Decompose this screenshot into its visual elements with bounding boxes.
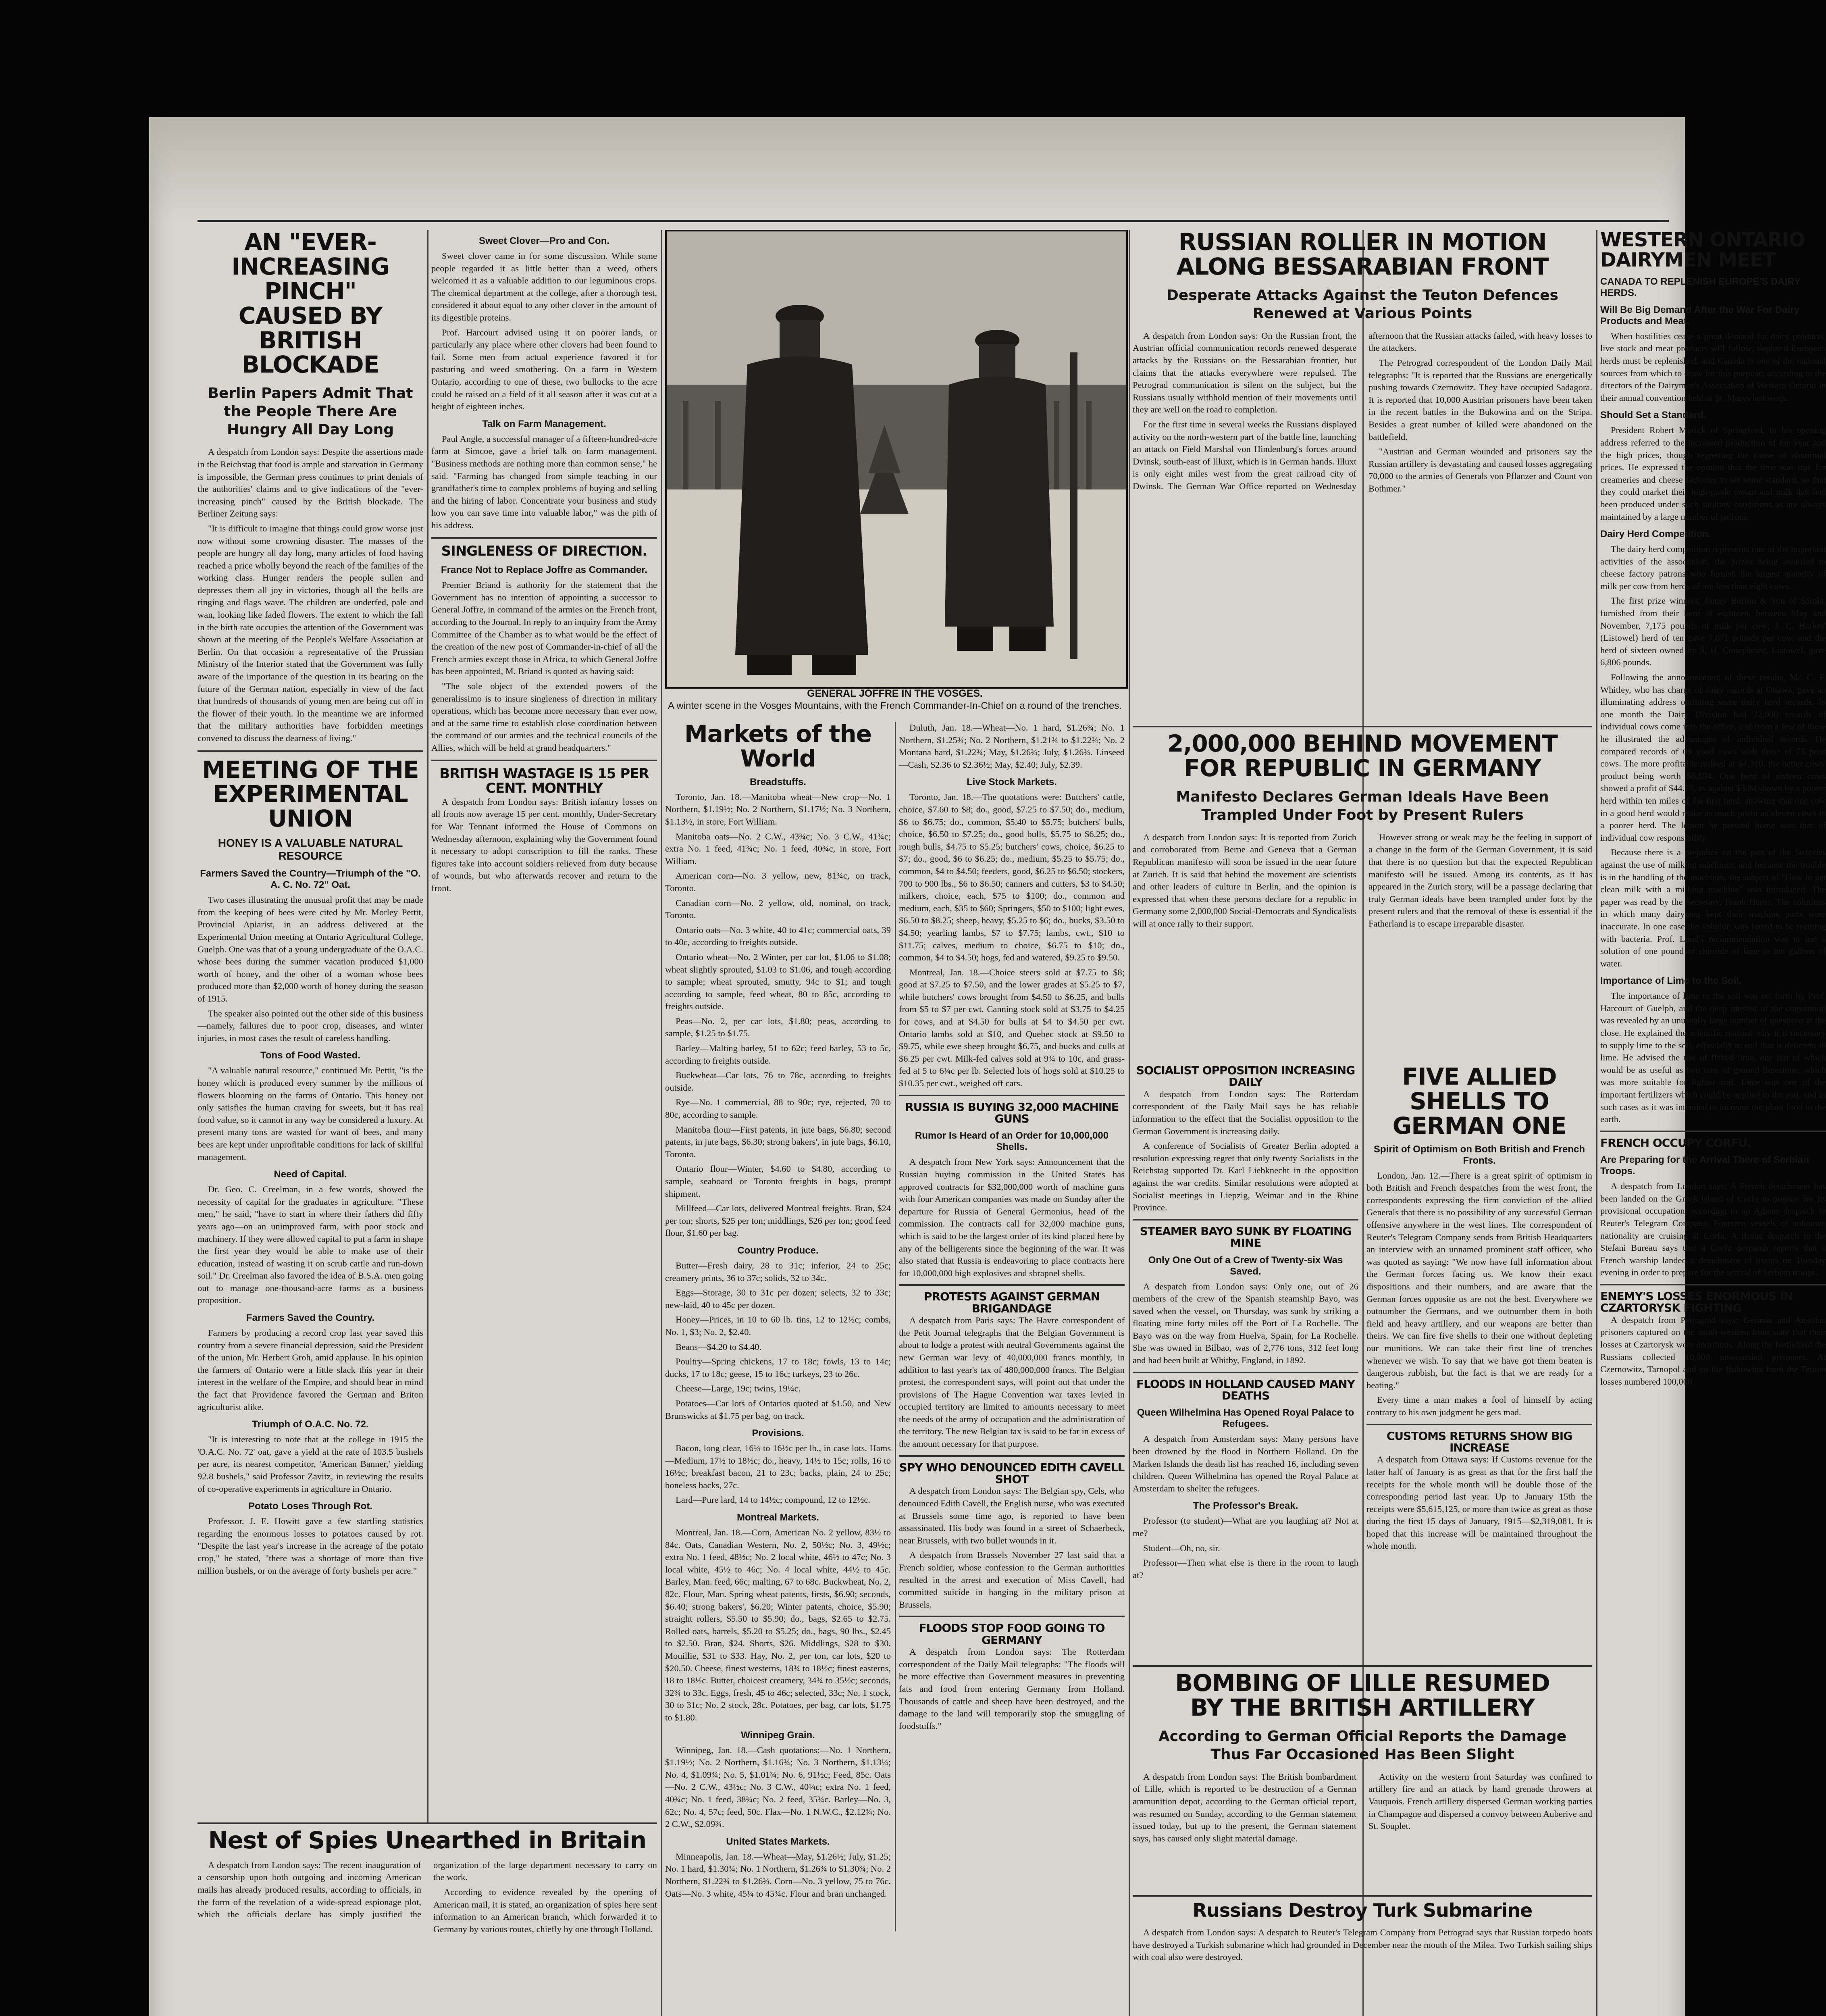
column-rule <box>895 722 896 1931</box>
markets-paragraph: Eggs—Storage, 30 to 31c per dozen; selects, 32 to 33c; new-laid, 40 to 45c per dozen. <box>665 1287 891 1310</box>
section-rule <box>431 760 657 761</box>
headline-blockade-1: AN "EVER-INCREASING PINCH" <box>231 228 389 305</box>
floods-stop-paragraph: A despatch from London says: The Rotterdam correspondent of the Daily Mail telegraphs: "The floods will be more effective than Government measures in preventing fats and food from entering Germany from Holland. Thousands of cattle and sheep have been destroyed, and the damage to the land will temporarily stop the smuggling of foodstuffs." <box>899 1647 1125 1731</box>
union-paragraph: Two cases illustrating the unusual profit that may be made from the keeping of bees were cited by Mr. Morley Pettit, Provincial Apiarist, in an address delivered at the Experimental Union meeting at Ontario Agricultural College, Guelph. One was that of a young undergraduate of the O.A.C. whose bees during the summer vacation produced $1,000 worth of honey, and the other of a woman whose bees produced more than $2,000 worth of honey during the season of 1915. <box>198 895 423 1004</box>
photo-caption-title: GENERAL JOFFRE IN THE VOSGES. <box>807 688 983 699</box>
russia-buying-paragraph: A despatch from New York says: Announcement that the Russian buying commission in the United States has approved contracts for $32,000,000 worth of machine guns with four American companies was made on Sunday after the departure for Russia of General Germonius, head of the commission. The contracts call for 32,000 machine guns, which is said to be the largest order of its kind placed here by any of the belligerents since the beginning of the war. It was also stated that Russia is endeavoring to place contracts here for 10,000,000 high explosives and shrapnel shells. <box>899 1157 1125 1278</box>
clover-subhead: Sweet Clover—Pro and Con. <box>478 235 610 246</box>
section-rule <box>899 1455 1125 1457</box>
joffre-photo <box>665 230 1128 689</box>
holland-subhead: The Professor's Break. <box>1193 1500 1298 1512</box>
deck-corfu: Are Preparing for the Arrival There of Serbian Troops. <box>1600 1154 1809 1177</box>
headline-roller-2: ALONG BESSARABIAN FRONT <box>1176 252 1549 280</box>
page-stain <box>149 117 1685 222</box>
direction-paragraph: "The sole object of the extended powers of the generalissimo is to insure singleness of direction in military operations, which has become more necessary than ever now, and at the same time to establish close coordination between the command of our armies and the technical councils of the Allies, which will be held at grand headquarters." <box>431 681 657 753</box>
markets-paragraph: Ontario oats—No. 3 white, 40 to 41c; commercial oats, 39 to 40c, according to freights outside. <box>665 925 891 948</box>
markets-paragraph: American corn—No. 3 yellow, new, 81¾c, on track, Toronto. <box>665 871 891 893</box>
headline-union: MEETING OF THE EXPERIMENTAL UNION <box>202 756 419 833</box>
shells-paragraph: London, Jan. 12.—There is a great spirit of optimism in both British and French despatches from the west front, the correspondents expressing the firm conviction of the allied Generals that there is no possibility of any successful German offensive anywhere in the west lines. The correspondent of Reuter's Telegram Company sends from British Headquarters an interview with an unnamed prominent staff officer, who was quoted as saying: "We now have full information about the German forces facing us. We know their exact dispositions and their numbers, and are aware that the German forces opposite us are not the best. Everywhere we outnumber the Germans, and we outnumber them in both field and heavy artillery, and our weapons are better than theirs. We can fire five shells to their one without depleting our munitions. We can take their first line of trenches whenever we wish. To say that we have got them beaten is dangerous rubbish, but the fact is that we are ready for a beating." <box>1366 1170 1592 1390</box>
lille-paragraph: Activity on the western front Saturday was confined to artillery fire and an attack by hand grenade throwers at Vauquois. French artillery dispersed German working parties in Champagne and dispersed a convoy between Auberive and St. Souplet. <box>1368 1771 1592 1831</box>
clover-paragraph: Prof. Harcourt advised using it on poorer lands, or particularly any place where other clovers had been found to fail. Some men from actual experience favored it for pasturing and weed smothering. On a farm in Western Ontario, according to one of these, two bullocks to the acre could be raised on a field of it all season after it was cut at a height of eighteen inches. <box>431 327 657 412</box>
section-rule <box>1366 1424 1592 1425</box>
headline-cavell: SPY WHO DENOUNCED EDITH CAVELL SHOT <box>899 1460 1125 1486</box>
customs-paragraph: A despatch from Ottawa says: If Customs revenue for the latter half of January is as great as that for the first half the receipts for the whole month will be double those of the corresponding period last year. Up to January 15th the receipts were $5,615,125, or more than twice as great as those during the first 15 days of January, 1915—$2,319,081. It is hoped that this increase will be maintained throughout the whole month. <box>1366 1454 1592 1551</box>
column-rule <box>1129 230 1130 2016</box>
blockade-paragraph: "It is difficult to imagine that things could grow worse just now without some crowning disaster. The masses of the people are hungry all day long, many articles of food having reached a price wholly beyond the reach of the families of the working class. Hunger renders the people sullen and depresses them all joy in victories, though all the bells are ringing and flags wave. The children are underfed, pale and wan, looking like faded flowers. The extent to which the fall in the birth rate occupies the attention of the Government was shown at the meeting of the People's Welfare Association at Berlin. On that occasion a representative of the Prussian Ministry of the Interior stated that the Government was fully aware of the importance of the question in its bearing on the future of the German nation, especially in view of the fact that hundreds of thousands of young men are being cut off in the flower of their youth. In the meantime we are informed that the military authorities have forbidden meetings convened to discuss the dearness of living." <box>198 523 423 743</box>
spies-paragraph: A despatch from London says: The recent inauguration of a censorship upon both outgoing and incoming American mails has already produced results, according to officials, in the form of the revelation of a wide-spread espionage plot, which the officials declare has simply justified the organization of the large department necessary to carry on the work. <box>198 1860 657 1920</box>
masthead-rule <box>198 220 1669 222</box>
deck-holland: Queen Wilhelmina Has Opened Royal Palace to Refugees. <box>1137 1407 1354 1430</box>
markets-paragraph: Barley—Malting barley, 51 to 62c; feed barley, 53 to 5c, according to freights outside. <box>665 1043 891 1066</box>
section-rule <box>899 1616 1125 1617</box>
headline-spies: Nest of Spies Unearthed in Britain <box>208 1826 647 1854</box>
headline-lille-2: BY THE BRITISH ARTILLERY <box>1190 1693 1535 1721</box>
union-paragraph: "It is interesting to note that at the college in 1915 the 'O.A.C. No. 72' oat, gave a yield at the rate of 103.5 bushels per acre, its nearest competitor, 'American Banner,' yielding 92.8 bushels," said Professor Zavitz, in reviewing the results of co-operative experiments in agriculture in Ontario. <box>198 1434 423 1494</box>
headline-corfu: FRENCH OCCUPY CORFU. <box>1600 1136 1751 1150</box>
markets-paragraph: Beans—$4.20 to $4.40. <box>676 1341 762 1352</box>
deck-dairymen: CANADA TO REPLENISH EUROPE'S DAIRY HERDS. <box>1600 276 1801 298</box>
headline-russia-buying: RUSSIA IS BUYING 32,000 MACHINE GUNS <box>905 1100 1119 1126</box>
roller-paragraph: A despatch from London says: On the Russian front, the Austrian official communication records renewed desperate attacks by the Russians on the Bessarabian frontier, but claims that the attacks everywhere were repulsed. The Petrograd communication is silent on the subject, but the Russians usually withhold mention of their movements until they are well on the road to completion. <box>1133 330 1356 415</box>
markets-subhead: Winnipeg Grain. <box>741 1729 815 1741</box>
markets-subhead: Montreal Markets. <box>736 1512 819 1523</box>
section-rule <box>899 1284 1125 1286</box>
headline-shells: FIVE ALLIED SHELLS TO GERMAN ONE <box>1392 1063 1566 1139</box>
column-rule <box>427 230 428 2016</box>
article-republic <box>1133 726 1592 1062</box>
headline-direction: SINGLENESS OF DIRECTION. <box>441 543 647 560</box>
markets-subhead: United States Markets. <box>726 1836 830 1847</box>
union-subhead: Farmers Saved the Country. <box>246 1312 375 1324</box>
union-subhead: Tons of Food Wasted. <box>260 1050 360 1061</box>
deck-shells: Spirit of Optimism on Both British and French Fronts. <box>1373 1143 1585 1166</box>
dairymen-paragraph: The dairy herd competition represents one of the important activities of the association, the prizes being awarded to cheese factory patrons who furnish the largest quantity of milk per cow from herds of not less than eight cows. <box>1600 544 1826 591</box>
union-subhead: Need of Capital. <box>274 1169 347 1180</box>
markets-paragraph: Peas—No. 2, per car lots, $1.80; peas, according to sample, $1.25 to $1.75. <box>665 1016 891 1039</box>
article-spies <box>198 1822 657 2016</box>
section-rule <box>198 750 423 752</box>
deck-republic: Manifesto Declares German Ideals Have Been Trampled Under Foot by Present Rulers <box>1176 788 1549 823</box>
column-4 <box>899 722 1125 2016</box>
article-lille <box>1133 1665 1592 1897</box>
dairymen-paragraph: Because there is a prejudice on the part of the factories against the use of milking machines, and because the trouble is in the handling of the machines, the subject of "How to get clean milk with a milking machine" was introduced. The paper was read by the Secretary, Frank Herns. The solutions in which many dairymen kept their machine parts were inaccurate. In one case the solution was found to be teeming with bacteria. Prof. Lund's recommendation was to use a solution of one pound of chloride of lime to ten gallons of water. <box>1600 847 1826 968</box>
bayo-paragraph: A despatch from London says: Only one, out of 26 members of the crew of the Spanish steamship Bayo, was saved when the vessel, on Thursday, was sunk by striking a floating mine forty miles off the Port of La Rochelle. The Bayo was on the way from Huelva, Spain, for La Rochelle. She was owned in Bilbao, was of 2,776 tons, 312 feet long and had been built at Whitby, England, in 1892. <box>1133 1281 1358 1366</box>
headline-dairymen: WESTERN ONTARIO DAIRYMEN MEET <box>1600 229 1805 272</box>
dairymen-paragraph: President Robert Myrick of Springford, in his opening address referred to the increased production of the year and the high prices, though regretting the cause of abnormal prices. He expressed the opinion that the time was ripe for creameries and cheese factories to set some standard, so that they could market their high-grade cream and milk that had been produced under such sanitary conditions as are always maintained by a large number of patrons. <box>1600 425 1826 522</box>
headline-roller-1: RUSSIAN ROLLER IN MOTION <box>1178 228 1547 256</box>
markets-paragraph: Duluth, Jan. 18.—Wheat—No. 1 hard, $1.26¾; No. 1 Northern, $1.25¾; No. 2 Northern, $1.21¾ to $1.22¾; No. 2 Montana hard, $1.22¾; May, $1.26¾; July, $1.26¾. Linseed—Cash, $2.36 to $2.36½; May, $2.40; July, $2.39. <box>899 723 1125 770</box>
subdeck-union: Farmers Saved the Country—Triumph of the "O. A. C. No. 72" Oat. <box>200 868 421 891</box>
republic-body <box>1133 831 1592 933</box>
holland-paragraph: Professor (to student)—What are you laughing at? Not at me? <box>1133 1516 1358 1538</box>
markets-paragraph: Manitoba oats—No. 2 C.W., 43¾c; No. 3 C.W., 41¾c; extra No. 1 feed, 41¾c; No. 1 feed, 40¾c, in store, Fort William. <box>665 831 891 866</box>
markets-paragraph: Buckwheat—Car lots, 76 to 78c, according to freights outside. <box>665 1070 891 1093</box>
markets-paragraph: Manitoba flour—First patents, in jute bags, $6.80; second patents, in jute bags, $6.30; strong bakers', in jute bags, $6.10, Toronto. <box>665 1124 891 1159</box>
union-paragraph: Dr. Geo. C. Creelman, in a few words, showed the necessity of capital for the graduates in agriculture. "These men," he said, "have to start in where their fathers did fifty years ago—on an unimproved farm, with poor stock and machinery. If they were allowed capital to put a farm in shape the first year they would be able to make use of their education, instead of wasting it on scrub cattle and run-down soil." Dr. Creelman also favored the idea of B.S.A. men going out to manage one-thousand-acre farms as a business proposition. <box>198 1184 423 1306</box>
headline-enemy: ENEMY'S LOSSES ENORMOUS IN CZARTORYSK FIGHTING <box>1600 1289 1793 1315</box>
clover-paragraph: Paul Angle, a successful manager of a fifteen-hundred-acre farm at Simcoe, gave a brief talk on farm management. "Business methods are nothing more than common sense," he said. "Farming has changed from simple teaching in our grandfather's time to complex problems of buying and selling and the hiring of labor. Concentrate your business and study how you can save time into valuable labor," was the pith of his address. <box>431 433 657 530</box>
turk-paragraph: A despatch from London says: A despatch to Reuter's Telegram Company from Petrograd says that Russian torpedo boats have destroyed a Turkish submarine which had grounded in December near the mouth of the Milea. Two Turkish sailing ships with coal also were destroyed. <box>1133 1927 1592 1962</box>
clover-subhead: Talk on Farm Management. <box>482 418 606 429</box>
markets-paragraph: Potatoes—Car lots of Ontarios quoted at $1.50, and New Brunswicks at $1.75 per bag, on track. <box>665 1398 891 1421</box>
dairymen-paragraph: The first prize winners, James Burton & Son of Sarnia, furnished from their herd of eighteen, between May and November, 7,175 pounds of milk per cow; J. C. Harkes' (Listowel) herd of ten gave 7,071 pounds per cow, and the herd of sixteen owned by S. H. Coneybeare, Listowel, gave 6,806 pounds. <box>1600 596 1826 668</box>
column-rule <box>1596 230 1597 2016</box>
blockade-paragraph: A despatch from London says: Despite the assertions made in the Reichstag that food is ample and starvation in Germany is impossible, the German press continues to print denials of the authorities' claims and to give indications of the "ever-increasing pinch" caused by the British blockade. The Berliner Zeitung says: <box>198 447 423 519</box>
roller-paragraph: "Austrian and German wounded and prisoners say the Russian artillery is devastating and caused losses aggregating 70,000 to the armies of Generals von Pflanzer and Count von Bothmer." <box>1368 446 1592 494</box>
holland-paragraph: Student—Oh, no, sir. <box>1143 1543 1220 1553</box>
photo-caption-text: A winter scene in the Vosges Mountains, with the French Commander-In-Chief on a round of the trenches. <box>668 700 1122 712</box>
headline-turk: Russians Destroy Turk Submarine <box>1192 1899 1533 1921</box>
column-7-content <box>1600 230 1826 1388</box>
markets-paragraph: Bacon, long clear, 16¼ to 16½c per lb., in case lots. Hams—Medium, 17½ to 18½c; do., heavy, 14½ to 15c; rolls, 16 to 16½c; breakfast bacon, 21 to 23c; backs, plain, 24 to 25c; boneless backs, 27c. <box>665 1443 891 1490</box>
markets-subhead: Live Stock Markets. <box>966 777 1057 788</box>
roller-body <box>1133 330 1592 495</box>
markets-paragraph: Winnipeg, Jan. 18.—Cash quotations:—No. 1 Northern, $1.19½; No. 2 Northern, $1.16¾; No. 3 Northern, $1.13¼; No. 4, $1.09¾; No. 5, $1.01¾; No. 6, 91½c; Feed, 85c. Oats—No. 2 C.W., 43½c; No. 3 C.W., 40¼c; extra No. 1 feed, 40¾c; No. 1 feed, 38¾c; No. 2 feed, 35¾c. Barley—No. 3, 62c; No. 4, 57c; feed, 50c. Flax—No. 1 N.W.C., $2.12¾; No. 2 C.W., $2.09¾. <box>665 1745 891 1829</box>
headline-republic-2: FOR REPUBLIC IN GERMANY <box>1184 754 1541 782</box>
headline-floods-stop: FLOODS STOP FOOD GOING TO GERMANY <box>919 1621 1105 1647</box>
spies-body <box>198 1859 657 1936</box>
markets-paragraph: Toronto, Jan. 18.—Manitoba wheat—New crop—No. 1 Northern, $1.19½; No. 2 Northern, $1.17½; No. 3 Northern, $1.13½, in store, Fort William. <box>665 791 891 827</box>
markets-paragraph: Ontario wheat—No. 2 Winter, per car lot, $1.06 to $1.08; wheat slightly sprouted, $1.03 to $1.06, and tough according to sample; wheat sprouted, smutty, 94c to $1; and tough according to sample, feed wheat, 80 to 85c, according to freights outside. <box>665 952 891 1012</box>
holland-paragraph: A despatch from Amsterdam says: Many persons have been drowned by the flood in Northern Holland. On the Marken Islands the death list has reached 16, including seven children. Queen Wilhelmina has opened the Royal Palace at Amsterdam to shelter the refugees. <box>1133 1434 1358 1493</box>
deck-union: HONEY IS A VALUABLE NATURAL RESOURCE <box>218 837 403 862</box>
union-paragraph: Farmers by producing a record crop last year saved this country from a severe financial depression, said the President of the union, Mr. Herbert Groh, amid applause. In his opinion the farmers of Ontario were a little slack this year in their interest in the welfare of the Empire, and should bear in mind the fact that Providence favored the German and Briton agriculturist alike. <box>198 1328 423 1412</box>
headline-socialist: SOCIALIST OPPOSITION INCREASING DAILY <box>1136 1064 1355 1089</box>
column-7 <box>1600 229 1826 2016</box>
markets-subhead: Breadstuffs. <box>749 776 807 787</box>
deck-lille: According to German Official Reports the Damage Thus Far Occasioned Has Been Slight <box>1158 1728 1567 1763</box>
headline-bayo: STEAMER BAYO SUNK BY FLOATING MINE <box>1140 1224 1352 1250</box>
cavell-paragraph: A despatch from London says: The Belgian spy, Cels, who denounced Edith Cavell, the English nurse, who was executed at Brussels some time ago, is reported to have been assassinated. His body was found in a street of Schaerbeck, near Brussels, with two bullet wounds in it. <box>899 1486 1125 1545</box>
headline-brigandage: PROTESTS AGAINST GERMAN BRIGANDAGE <box>923 1290 1100 1315</box>
article-turk <box>1133 1895 1592 2016</box>
markets-paragraph: Toronto, Jan. 18.—The quotations were: Butchers' cattle, choice, $7.60 to $8; do., good, $7.25 to $7.50; do., medium, $6 to $6.75; do., common, $5.40 to $5.75; butchers' bulls, choice, $6.50 to $7.25; do., good bulls, $5.75 to $6.25; do., rough bulls, $4.75 to $5.25; butchers' cows, choice, $6.25 to $7; do., good, $6 to $6.25; do., medium, $5.25 to $5.75; do., common, $4 to $4.50; feeders, good, $6.25 to $6.50; stockers, 700 to 900 lbs., $6 to $6.50; canners and cutters, $3 to $4.50; milkers, choice, each, $75 to $100; do., common and medium, each, $35 to $60; Springers, $50 to $100; light ewes, $6.50 to $8.25; sheep, heavy, $5.25 to $6; do., bucks, $3.50 to $4.50; yearling lambs, $7 to $7.75; lambs, cwt., $10 to $11.75; calves, medium to choice, $6.75 to $10; do., common, $4 to $4.50; hogs, fed and watered, $9.25 to $9.50. <box>899 792 1125 963</box>
markets-paragraph: Cheese—Large, 19c; twins, 19¼c. <box>676 1383 801 1394</box>
column-rule <box>661 230 662 2016</box>
column-2 <box>431 230 657 2016</box>
markets-paragraph: Millfeed—Car lots, delivered Montreal freights. Bran, $24 per ton; shorts, $25 per ton; middlings, $26 per ton; good feed flour, $1.60 per bag. <box>665 1203 891 1238</box>
deck-roller: Desperate Attacks Against the Teuton Defences Renewed at Various Points <box>1167 287 1558 322</box>
union-subhead: Potato Loses Through Rot. <box>248 1501 372 1512</box>
newspaper-page <box>149 117 1826 2016</box>
dairymen-subhead: Dairy Herd Competition. <box>1600 529 1711 540</box>
cavell-paragraph: A despatch from Brussels November 27 last said that a French soldier, whose confession to the German authorities resulted in the arrest and execution of Miss Cavell, had committed suicide in hanging in the military prison at Brussels. <box>899 1550 1125 1610</box>
headline-blockade-2: CAUSED BY BRITISH BLOCKADE <box>238 302 383 379</box>
spies-paragraph: According to evidence revealed by the opening of American mail, it is stated, an organization of spies here sent information to an American branch, which forwarded it to Germany by various routes, chiefly by one through Holland. <box>433 1887 657 1934</box>
headline-holland: FLOODS IN HOLLAND CAUSED MANY DEATHS <box>1136 1377 1355 1403</box>
corfu-paragraph: A despatch from London says: A French detachment has been landed on the Greek island of Corfu to prepare for its provisional occupation, according to an Athens despatch to Reuter's Telegram Company. Fourteen vessels of unknown nationality are cruising at Corfu. A Rome despatch to the Stefani Bureau says that a Corfu despatch reports that a French warship landed a detachment of troops on Tuesday evening in order to prepare for the arrival of Serbian troops. <box>1600 1181 1826 1278</box>
markets-paragraph: Canadian corn—No. 2 yellow, old, nominal, on track, Toronto. <box>665 898 891 921</box>
photo-caption <box>665 687 1125 712</box>
subdeck-dairymen: Will Be Big Demand After the War For Dairy Products and Meat. <box>1600 304 1800 327</box>
column-3 <box>665 722 891 2016</box>
roller-paragraph: For the first time in several weeks the Russians displayed activity on the north-western part of the battle line, launching an attack on Field Marshal von Hindenburg's forces around Dvinsk, south-east of Illuxt, which is in German hands. Illuxt is only eight miles west from the great railroad city of Dwinsk. The German War Office reported on Wednesday afternoon that the Russian attacks failed, with heavy losses to the attackers. <box>1133 330 1592 491</box>
dairymen-subhead: Importance of Lime to the Soil. <box>1600 975 1742 987</box>
dairymen-paragraph: When hostilities cease a great demand for dairy products, live stock and meat products will follow; depleted European herds must be replenished, and Canada is one of the national sources from which to draw for this purpose, according to the directors of the Dairymen's Association of Western Ontario in their annual convention held at St. Marys last week. <box>1600 331 1826 403</box>
markets-paragraph: Poultry—Spring chickens, 17 to 18c; fowls, 13 to 14c; ducks, 17 to 18c; geese, 15 to 16c; turkeys, 23 to 26c. <box>665 1356 891 1379</box>
column-5 <box>1133 1064 1358 1661</box>
markets-paragraph: Ontario flour—Winter, $4.60 to $4.80, according to sample, seaboard or Toronto freights in bags, prompt shipment. <box>665 1164 891 1199</box>
markets-paragraph: Lard—Pure lard, 14 to 14½c; compound, 12 to 12½c. <box>676 1495 871 1505</box>
markets-paragraph: Butter—Fresh dairy, 28 to 31c; inferior, 24 to 25c; creamery prints, 36 to 37c; solids, 32 to 34c. <box>665 1260 891 1283</box>
enemy-paragraph: A despatch from Petrograd says: German and Austrian prisoners captured on the south-western front state that their losses at Czartorysk were enormous. Along the battlefield the Russians collected 10,000 unwounded prisoners. At Czernowitz, Tarnopol and on the Bukowina front the Teuton losses numbered 100,000. <box>1600 1314 1826 1387</box>
section-rule <box>1600 1131 1826 1132</box>
lille-body <box>1133 1771 1592 1845</box>
headline-lille-1: BOMBING OF LILLE RESUMED <box>1175 1669 1550 1697</box>
lille-paragraph: A despatch from London says: The British bombardment of Lille, which is reported to be destruction of a German ammunition depot, according to the German official report, was resumed on Sunday, according to the German statement issued today, but up to the present, the German statement says, has caused only slight material damage. <box>1133 1771 1356 1843</box>
column-1 <box>198 230 423 2016</box>
joffre-photo-image <box>667 231 1126 687</box>
union-paragraph: Professor. J. E. Howitt gave a few startling statistics regarding the enormous losses to potatoes caused by rot. "Despite the last year's increase in the acreage of the potato crop," he stated, "there was a shortage of more than five million bushels, or on the average of forty bushels per acre." <box>198 1516 423 1576</box>
section-rule <box>1133 1219 1358 1220</box>
markets-paragraph: Minneapolis, Jan. 18.—Wheat—May, $1.26½; July, $1.25; No. 1 hard, $1.30¾; No. 1 Northern, $1.26¾ to $1.30¾; No. 2 Northern, $1.22¾ to $1.26¾. Corn—No. 3 yellow, 75 to 76c. Oats—No. 3 white, 45¼ to 45¾c. Flour and bran unchanged. <box>665 1851 891 1899</box>
markets-paragraph: Montreal, Jan. 18.—Corn, American No. 2 yellow, 83½ to 84c. Oats, Canadian Western, No. 2, 50½c; No. 3, 49½c; extra No. 1 feed, 48½c; No. 2 local white, 46½ to 47c; No. 3 local white, 45½ to 46c; No. 4 local white, 44½ to 45c. Barley, Man. feed, 66c; malting, 67 to 68c. Buckwheat, No. 2, 82c. Flour, Man. Spring wheat patents, firsts, $6.90; seconds, $6.40; strong bakers', $6.20; Winter patents, choice, $5.90; straight rollers, $5.50 to $5.90; do., bags, $2.65 to $2.75. Rolled oats, barrels, $5.20 to $5.25; do., bags, 90 lbs., $2.45 to $2.50. Bran, $24. Shorts, $26. Middlings, $28 to $30. Mouillie, $31 to $33. Hay, No. 2, per ton, car lots, $20 to $20.50. Cheese, finest westerns, 18¾ to 18½c; finest easterns, 18 to 18½c. Butter, choicest creamery, 34¾ to 35½c; seconds, 32¾ to 33c. Eggs, fresh, 45 to 46c; selected, 33c; No. 1 stock, 30 to 31c; No. 2 stock, 28c. Potatoes, per bag, car lots, $1.75 to $1.80. <box>665 1527 891 1722</box>
markets-paragraph: Montreal, Jan. 18.—Choice steers sold at $7.75 to $8; good at $7.25 to $7.50, and the lower grades at $5.25 to $7, while butchers' cows brought from $4.50 to $6.25, and bulls from $5 to $7 per cwt. Canning stock sold at $3.75 to $4.25 for cows, and at $4.50 for bulls at $4 to $4.50 per cwt. Ontario lambs sold at $10, and Quebec stock at $9.50 to $9.75, while ewe sheep brought $6.75, and bucks and culls at $6.25 per cwt. Milk-fed calves sold at 9¾ to 10c, and grass-fed at 5 to 6¼c per lb. Selected lots of hogs sold at $10.25 to $10.35 per cwt., weighed off cars. <box>899 967 1125 1089</box>
roller-paragraph: The Petrograd correspondent of the London Daily Mail telegraphs: "It is reported that the Russians are energetically pushing towards Czernowitz. They have occupied Sadagora. It is reported that 10,000 Austrian prisoners have been taken in the recent battles in the Bukowina and on the Stripa. Besides a great number of killed were abandoned on the battlefield. <box>1368 357 1592 442</box>
section-rule <box>1133 1372 1358 1373</box>
shells-paragraph: Every time a man makes a fool of himself by acting contrary to his own judgment he gets mad. <box>1366 1395 1592 1417</box>
markets-subhead: Country Produce. <box>737 1245 819 1256</box>
markets-paragraph: Rye—No. 1 commercial, 88 to 90c; rye, rejected, 70 to 80c, according to sample. <box>665 1097 891 1120</box>
article-russian-roller <box>1133 230 1592 722</box>
socialist-paragraph: A despatch from London says: The Rotterdam correspondent of the Daily Mail says he has reliable information to the effect that the Socialist opposition to the German Government is increasing daily. <box>1133 1089 1358 1136</box>
section-rule <box>1600 1284 1826 1285</box>
section-rule <box>899 1095 1125 1096</box>
dairymen-paragraph: Following the announcement of these results, Mr. C. F. Whitley, who has charge of dairy records at Ottawa, gave an illuminating address outlining some dairy herd records. In one month the Dairy Division had 22,000 records of individual cows come into the office, and from a few of these he illustrated the advantages of individual records. He compared records of 69 good cows with those of 73 poor cows. The more profitable milked at $4,310, the better cows' product being worth $6,694. One herd of sixteen cows showed a profit of $44.70, as against $3.84 shown by a poorer herd within ten miles of the first herd, showing that one cow in a good herd would make as much profit as eleven cows in a poorer herd. The lesson he pressed home was that of individual cow responsibility. <box>1600 672 1826 843</box>
headline-republic-1: 2,000,000 BEHIND MOVEMENT <box>1167 730 1558 757</box>
republic-paragraph: However strong or weak may be the feeling in support of a change in the form of the German Government, it is said that there is no question but that the expected Republican manifesto will be issued. Among its contents, as it has appeared in the Zurich story, will be a passage declaring that truly German ideals have been trampled under foot by the present rulers and that the removal of these is essential if the Fatherland is to escape irreparable disaster. <box>1368 832 1592 929</box>
headline-markets: Markets of the World <box>684 720 871 772</box>
headline-wastage: BRITISH WASTAGE IS 15 PER CENT. MONTHLY <box>439 766 649 797</box>
holland-paragraph: Professor—Then what else is there in the room to laugh at? <box>1133 1558 1358 1580</box>
column-6 <box>1366 1064 1592 1661</box>
deck-russia-buying: Rumor Is Heard of an Order for 10,000,000 Shells. <box>915 1130 1109 1153</box>
deck-bayo: Only One Out of a Crew of Twenty-six Was Saved. <box>1148 1254 1343 1277</box>
markets-paragraph: Honey—Prices, in 10 to 60 lb. tins, 12 to 12½c; combs, No. 1, $3; No. 2, $2.40. <box>665 1314 891 1337</box>
wastage-paragraph: A despatch from London says: British infantry losses on all fronts now average 15 per cent. monthly, Under-Secretary for War Tennant informed the House of Commons on Wednesday afternoon, explaining why the Government found it necessary to adopt conscription to fill the ranks. These figures take into account soldiers relieved from duty because of wounds, but who afterwards recover and return to the front. <box>431 796 657 893</box>
direction-paragraph: Premier Briand is authority for the statement that the Government has no intention of appointing a successor to General Joffre, in command of the armies on the French front, according to the Journal. In reply to an inquiry from the Army Committee of the Chamber as to what would be the effect of the creation of the new post of Commander-in-chief of all the French armies except those in Africa, to which General Joffre has been appointed, M. Briand is quoted as having said: <box>431 580 657 677</box>
dairymen-subhead: Should Set a Standard. <box>1600 410 1706 421</box>
section-rule <box>431 537 657 539</box>
union-paragraph: The speaker also pointed out the other side of this business—namely, failures due to poor crop, diseases, and winter injuries, in most cases the result of careless handling. <box>198 1008 423 1043</box>
headline-customs: CUSTOMS RETURNS SHOW BIG INCREASE <box>1386 1429 1572 1454</box>
dairymen-paragraph: The importance of lime to the soil was set forth by Prof. Harcourt of Guelph, and the deep interest of the convention was revealed by an unusually large number of questions at the close. He explained the scientific reasons why it is necessary to supply lime to the soil, especially to soil that is deficient in lime. He advised the use of flaked lime, one ton of which would be as useful as two tons of ground limestone, which was more suitable for lighter soil. Lime was one of the important fertilizers which could be applied to the soil, and in such cases as it was intended to increase the plant food in the earth. <box>1600 991 1826 1125</box>
markets-subhead: Provisions. <box>752 1428 804 1439</box>
clover-paragraph: Sweet clover came in for some discussion. While some people regarded it as little better than a weed, others welcomed it as a valuable addition to our leguminous crops. The chemical department at the college, after a thorough test, considered it about equal to any other clover in the amount of its digestible proteins. <box>431 251 657 323</box>
union-paragraph: "A valuable natural resource," continued Mr. Pettit, "is the honey which is produced every summer by the millions of flowers blooming on the farms of Ontario. This honey not only satisfies the human craving for sweets, but it has real food value, so it cannot in any way be considered a luxury. At present many tons are wasted for want of bees, and many bees are kept under unprofitable conditions for lack of skillful management. <box>198 1065 423 1162</box>
deck-blockade: Berlin Papers Admit That the People There Are Hungry All Day Long <box>208 385 413 438</box>
deck-direction: France Not to Replace Joffre as Commander. <box>441 564 648 576</box>
brigandage-paragraph: A despatch from Paris says: The Havre correspondent of the Petit Journal telegraphs that the Belgian Government is about to lodge a protest with neutral Governments against the new German war levy of 40,000,000 francs monthly, in addition to last year's tax of 480,000,000 francs. The Belgian protest, the correspondent says, will point out that under the provisions of The Hague Convention war taxes levied in occupied territory are limited to amounts necessary to meet the needs of the army of occupation and the administration of the territory. The new Belgian tax is said to be far in excess of the amount necessary for that purpose. <box>899 1315 1125 1449</box>
union-subhead: Triumph of O.A.C. No. 72. <box>252 1419 369 1430</box>
socialist-paragraph: A conference of Socialists of Greater Berlin adopted a resolution expressing regret that only twenty Socialists in the Reichstag supported Dr. Karl Liebknecht in the opposition against the war credits. Similar resolutions were adopted at Socialist meetings in Liepzig, Weimar and in the Rhine Province. <box>1133 1141 1358 1213</box>
republic-paragraph: A despatch from London says: It is reported from Zurich and corroborated from Berne and Geneva that a German Republican manifesto will soon be issued in the near future at Zurich. It is said that behind the movement are scientists and other leaders of culture in Berlin, and the opinion is expressed that when these persons declare for a republic in Germany some 2,000,000 Social-Democrats and Syndicalists will at once rally to their support. <box>1133 832 1356 929</box>
